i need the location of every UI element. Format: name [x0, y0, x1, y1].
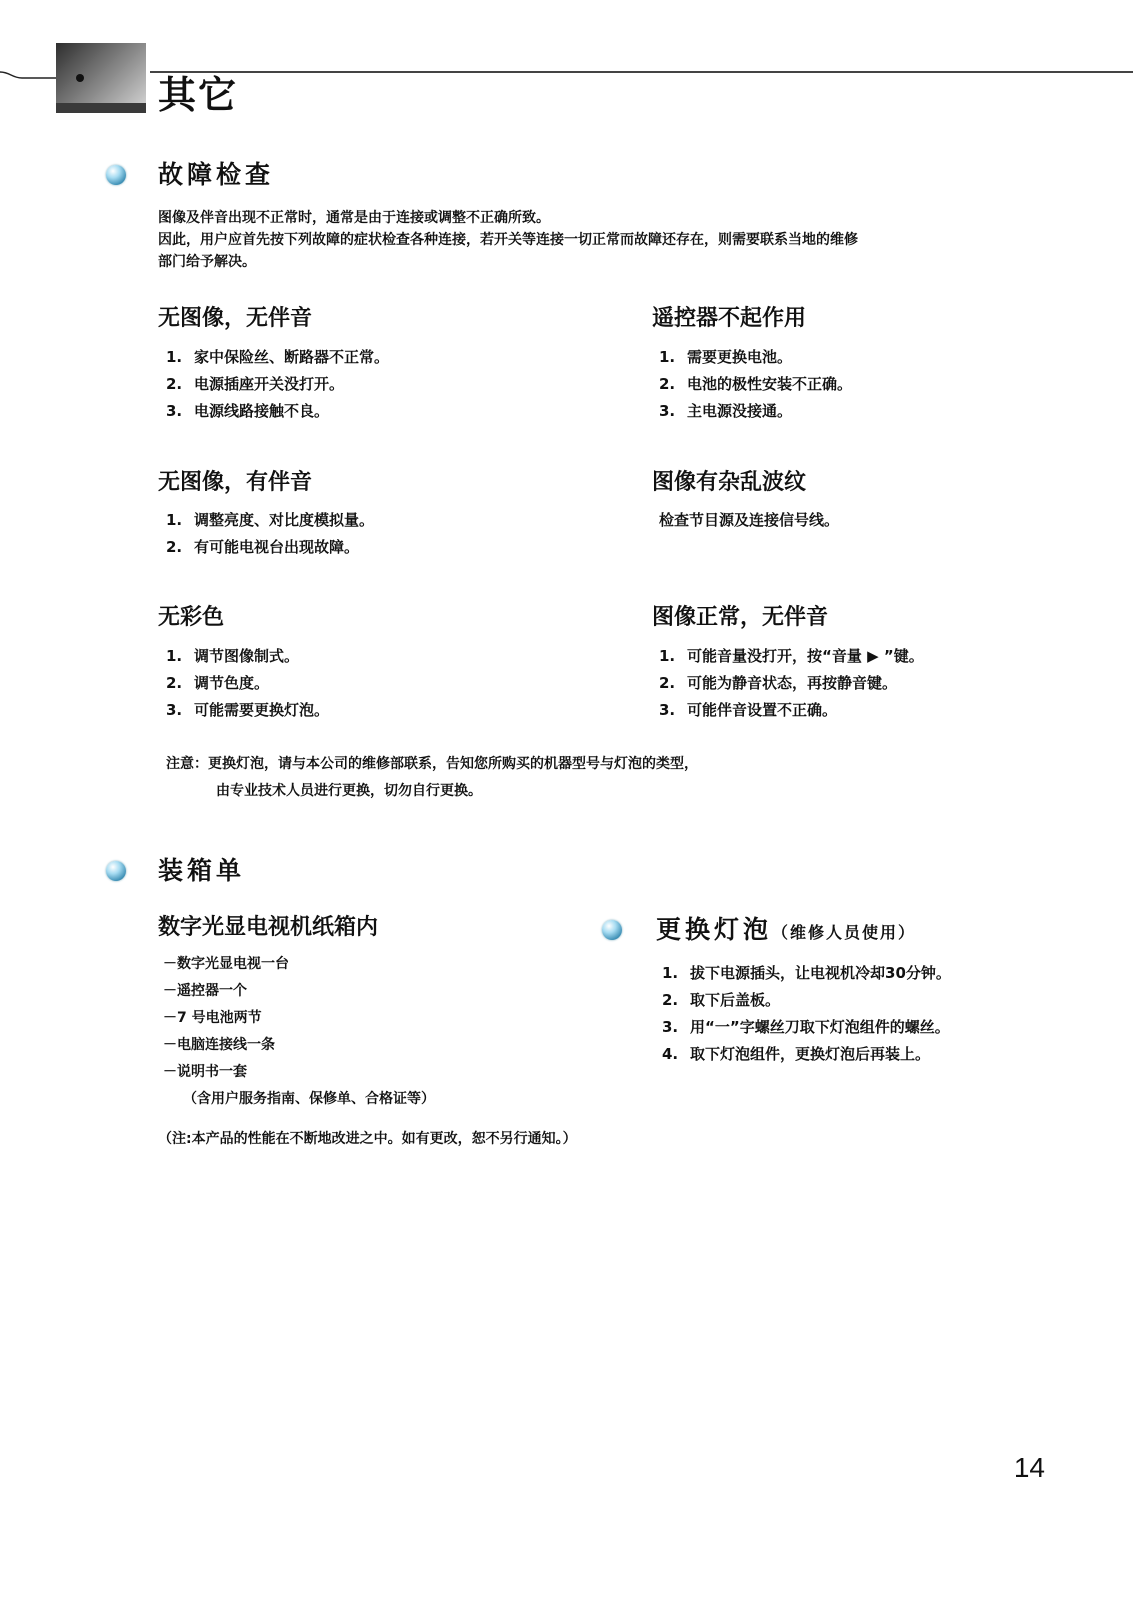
- subtitle-no-color: 无彩色: [158, 605, 225, 630]
- subtitle-packing-contents: 数字光显电视机纸箱内: [158, 915, 379, 940]
- list-no-picture-with-sound: [166, 507, 374, 561]
- list-remote-not-working: [659, 344, 852, 425]
- list-item: 3. 可能需要更换灯泡。: [166, 701, 330, 719]
- note-line-1: 注意：更换灯泡，请与本公司的维修部联系，告知您所购买的机器型号与灯泡的类型，: [166, 756, 698, 772]
- list-item: 4. 取下灯泡组件，更换灯泡后再装上。: [662, 1045, 931, 1063]
- subtitle-remote-not-working: 遥控器不起作用: [652, 306, 807, 331]
- list-item: 3. 主电源没接通。: [659, 402, 793, 420]
- list-item: 2. 调节色度。: [166, 674, 270, 692]
- packing-items: [163, 951, 435, 1113]
- section-title-lamp-replacement: [656, 915, 916, 945]
- list-item: 2. 有可能电视台出现故障。: [166, 538, 360, 556]
- list-item: 2. 电池的极性安装不正确。: [659, 375, 853, 393]
- tv-power-dot-icon: [76, 74, 84, 82]
- list-no-color: [166, 643, 329, 724]
- list-item: 3. 电源线路接触不良。: [166, 402, 330, 420]
- intro-line-2: 因此，用户应首先按下列故障的症状检查各种连接，若开关等连接一切正常而故障还存在，则需要联系当地的维修: [158, 232, 858, 248]
- tv-icon: [56, 43, 146, 113]
- list-item: 1. 可能音量没打开，按“音量 ▶ ”键。: [659, 647, 924, 665]
- list-item: 1. 调整亮度、对比度模拟量。: [166, 511, 375, 529]
- subtitle-no-picture-no-sound: 无图像，无伴音: [158, 306, 313, 331]
- list-item: －数字光显电视一台: [163, 956, 289, 972]
- intro-line-3: 部门给予解决。: [158, 254, 256, 270]
- list-item: －7 号电池两节: [163, 1010, 262, 1026]
- list-item: －说明书一套: [163, 1064, 247, 1080]
- list-item: 2. 取下后盖板。: [662, 991, 781, 1009]
- lamp-note: [166, 751, 698, 805]
- list-item: 3. 可能伴音设置不正确。: [659, 701, 838, 719]
- list-item: 2. 电源插座开关没打开。: [166, 375, 345, 393]
- section-bullet-icon: [106, 165, 126, 185]
- troubleshooting-intro: [158, 207, 1028, 273]
- header-rule: [150, 71, 1133, 73]
- subtitle-picture-ok-no-sound: 图像正常，无伴音: [652, 605, 829, 630]
- subtitle-no-picture-with-sound: 无图像，有伴音: [158, 470, 313, 495]
- list-item: 1. 需要更换电池。: [659, 348, 793, 366]
- list-picture-ok-no-sound: [659, 643, 924, 724]
- list-item: 3. 用“一”字螺丝刀取下灯泡组件的螺丝。: [662, 1018, 950, 1036]
- section-bullet-icon: [602, 920, 622, 940]
- list-item: 1. 家中保险丝、断路器不正常。: [166, 348, 390, 366]
- list-lamp-steps: [662, 960, 951, 1068]
- noisy-picture-text: 检查节目源及连接信号线。: [659, 511, 840, 529]
- intro-line-1: 图像及伴音出现不正常时，通常是由于连接或调整不正确所致。: [158, 210, 550, 226]
- list-item-note: （含用户服务指南、保修单、合格证等）: [183, 1091, 435, 1107]
- list-item: －电脑连接线一条: [163, 1037, 275, 1053]
- list-item: 2. 可能为静音状态，再按静音键。: [659, 674, 898, 692]
- list-no-picture-no-sound: [166, 344, 389, 425]
- page-number: 14: [1013, 1452, 1045, 1483]
- section-bullet-icon: [106, 861, 126, 881]
- note-line-2: 由专业技术人员进行更换，切勿自行更换。: [216, 783, 482, 799]
- list-item: 1. 调节图像制式。: [166, 647, 300, 665]
- lamp-title-note: （维修人员使用）: [772, 923, 917, 942]
- subtitle-noisy-picture: 图像有杂乱波纹: [652, 470, 807, 495]
- list-item: 1. 拔下电源插头，让电视机冷却30分钟。: [662, 964, 951, 982]
- section-title-packing-list: 装箱单: [158, 856, 246, 885]
- section-title-troubleshooting: 故障检查: [158, 160, 275, 189]
- lamp-title: 更换灯泡: [656, 915, 773, 944]
- list-item: －遥控器一个: [163, 983, 247, 999]
- product-footnote: （注:本产品的性能在不断地改进之中。如有更改，恕不另行通知。）: [158, 1131, 577, 1147]
- page-title: 其它: [158, 73, 239, 117]
